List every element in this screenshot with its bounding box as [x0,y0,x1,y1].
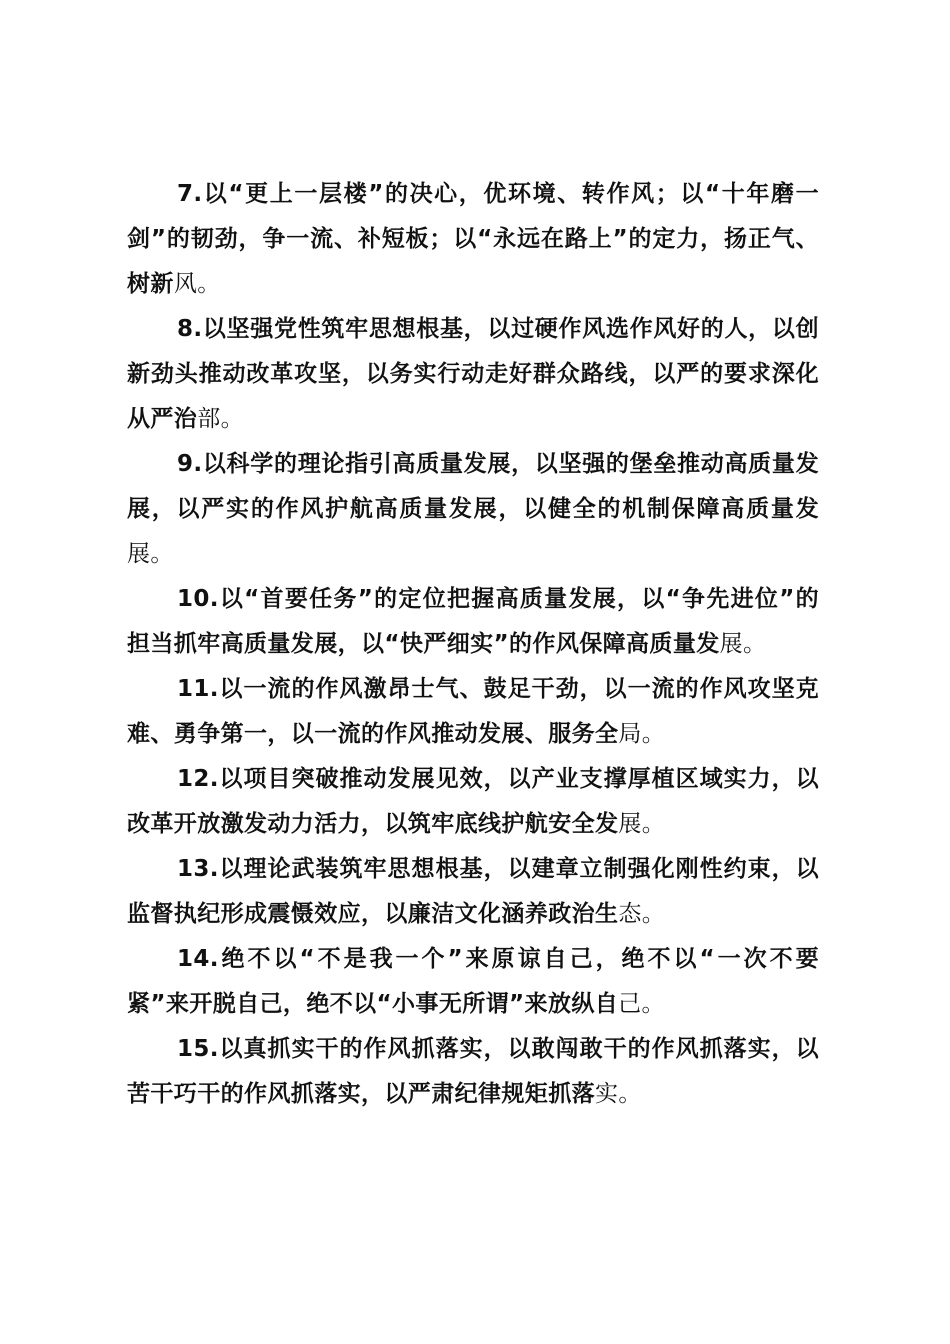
paragraph-15 [127,1027,819,1117]
paragraph-14-text: 14.绝不以“不是我一个”来原谅自己，绝不以“一次不要紧”来开脱自己，绝不以“小事无所谓”来放纵自 [127,946,819,1017]
paragraph-15-tail: 实。 [595,1081,642,1107]
paragraph-15-text: 15.以真抓实干的作风抓落实，以敢闯敢干的作风抓落实，以苦干巧干的作风抓落实，以严肃纪律规矩抓落 [127,1036,819,1107]
paragraph-7 [127,172,819,307]
paragraph-9-text: 9.以科学的理论指引高质量发展，以坚强的堡垒推动高质量发展，以严实的作风护航高质量发展，以健全的机制保障高质量发 [127,451,819,522]
paragraph-12-tail: 展。 [618,811,666,837]
paragraph-8-tail: 部。 [197,406,245,432]
paragraph-11-tail: 局。 [618,721,666,747]
paragraph-8-text: 8.以坚强党性筑牢思想根基，以过硬作风选作风好的人，以创新劲头推动改革攻坚，以务实行动走好群众路线，以严的要求深化从严治 [127,316,819,432]
paragraph-10-tail: 展。 [719,631,767,657]
paragraph-12-text: 12.以项目突破推动发展见效，以产业支撑厚植区域实力，以改革开放激发动力活力，以筑牢底线护航安全发 [127,766,819,837]
document-body [127,172,819,1117]
paragraph-9 [127,442,819,577]
paragraph-8 [127,307,819,442]
paragraph-7-tail: 风。 [173,271,221,297]
paragraph-13 [127,847,819,937]
paragraph-9-tail: 展。 [127,541,174,567]
paragraph-13-text: 13.以理论武装筑牢思想根基，以建章立制强化刚性约束，以监督执纪形成震慑效应，以廉洁文化涵养政治生 [127,856,819,927]
paragraph-14 [127,937,819,1027]
paragraph-12 [127,757,819,847]
paragraph-10-text: 10.以“首要任务”的定位把握高质量发展，以“争先进位”的担当抓牢高质量发展，以“快严细实”的作风保障高质量发 [127,586,819,657]
paragraph-11-text: 11.以一流的作风激昂士气、鼓足干劲，以一流的作风攻坚克难、勇争第一，以一流的作风推动发展、服务全 [127,676,819,747]
paragraph-13-tail: 态。 [618,901,666,927]
paragraph-10 [127,577,819,667]
paragraph-11 [127,667,819,757]
paragraph-14-tail: 己。 [618,991,665,1017]
paragraph-7-text: 7.以“更上一层楼”的决心，优环境、转作风；以“十年磨一剑”的韧劲，争一流、补短板；以“永远在路上”的定力，扬正气、树新 [127,181,819,297]
